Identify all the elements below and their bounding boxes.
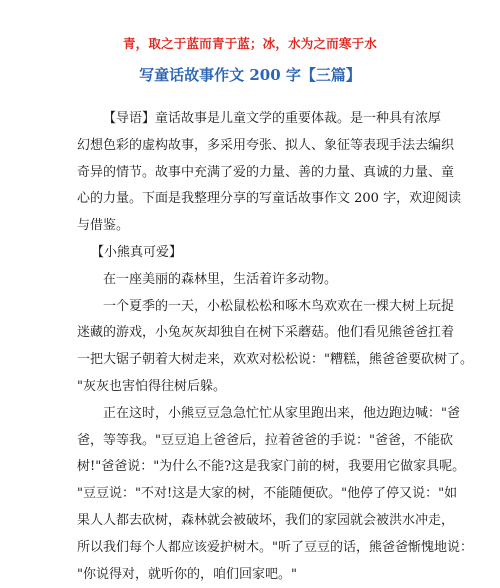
- text-line: 心的力量。下面是我整理分享的写童话故事作文 200 字，欢迎阅读: [77, 191, 462, 207]
- text-line: 所以我们每个人都应该爱护树木。"听了豆豆的话，熊爸爸惭愧地说：: [77, 539, 473, 555]
- article-body: [77, 106, 473, 588]
- text-line: 爸，等等我。"豆豆追上爸爸后，拉着爸爸的手说："爸爸，不能砍: [77, 432, 453, 448]
- page-title: 写童话故事作文 200 字【三篇】: [139, 66, 361, 84]
- text-line: 【导语】童话故事是儿童文学的重要体裁。是一种具有浓厚: [103, 111, 442, 126]
- text-line: "灰灰也害怕得往树后躲。: [77, 378, 226, 394]
- text-line: 树!"爸爸说："为什么不能?这是我家门前的树，我要用它做家具呢。: [77, 459, 466, 475]
- text-line: 迷藏的游戏，小兔灰灰却独自在树下采蘑菇。他们看见熊爸爸扛着: [77, 325, 455, 341]
- text-line: 与借鉴。: [77, 218, 130, 234]
- text-line: 果人人都去砍树，森林就会被破坏，我们的家园就会被洪水冲走，: [77, 512, 455, 528]
- text-line: 一个夏季的一天，小松鼠松松和啄木鸟欢欢在一棵大树上玩捉: [103, 298, 455, 314]
- text-line: 幻想色彩的虚构故事，多采用夸张、拟人、象征等表现手法去编织: [77, 137, 455, 153]
- text-line: "豆豆说："不对!这是大家的树，不能随便砍。"他停了停又说："如: [77, 486, 458, 502]
- section-heading: 【小熊真可爱】: [91, 244, 183, 260]
- text-line: 一把大锯子朝着大树走来，欢欢对松松说："糟糕，熊爸爸要砍树了。: [77, 352, 473, 368]
- text-line: 在一座美丽的森林里，生活着许多动物。: [103, 271, 338, 287]
- text-line: 正在这时，小熊豆豆急急忙忙从家里跑出来，他边跑边喊："爸: [103, 405, 460, 421]
- page-motto: 青，取之于蓝而青于蓝；冰，水为之而寒于水: [122, 36, 377, 51]
- text-line: "你说得对，就听你的，咱们回家吧。": [77, 566, 297, 582]
- text-line: 奇异的情节。故事中充满了爱的力量、善的力量、真诚的力量、童: [77, 164, 455, 180]
